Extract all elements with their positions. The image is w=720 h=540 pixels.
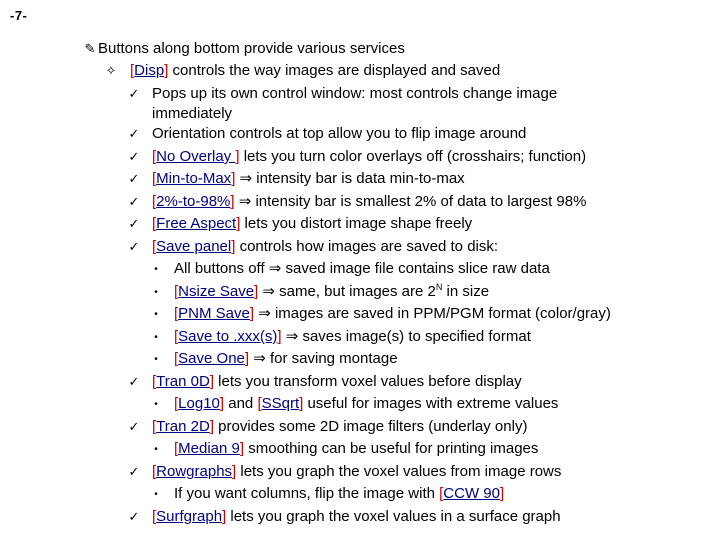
button-name: Surfgraph [156, 508, 223, 525]
button-reference: [Disp] [130, 62, 169, 79]
text-run: and [224, 395, 258, 412]
button-name: Median 9 [178, 440, 240, 457]
check-bullet-icon: ✓ [128, 239, 140, 254]
button-reference: [Tran 0D] [152, 373, 214, 390]
outline-text [152, 462, 561, 482]
button-name: PNM Save [178, 305, 250, 322]
outline-text [174, 259, 550, 279]
outline-text [174, 349, 398, 369]
button-name: CCW 90 [443, 485, 500, 502]
bullet-dot-icon: • [154, 332, 158, 343]
text-run: lets you graph the voxel values from image rows [236, 463, 562, 480]
outline-text [174, 282, 489, 302]
text-run: ⇒ intensity bar is smallest 2% of data to largest 98% [234, 193, 587, 210]
button-name: Save to .xxx(s) [178, 328, 278, 345]
button-reference: [CCW 90] [439, 485, 505, 502]
text-run: ⇒ for saving montage [249, 350, 398, 367]
outline-text [152, 104, 232, 124]
text-run: immediately [152, 105, 233, 122]
button-name: Disp [134, 62, 165, 79]
outline-text [152, 507, 561, 527]
text-run: All buttons off ⇒ saved image file contains slice raw data [174, 260, 550, 277]
outline-text [152, 124, 526, 144]
button-name: SSqrt [261, 395, 300, 412]
outline-text [152, 372, 522, 392]
check-bullet-icon: ✓ [128, 126, 140, 141]
check-bullet-icon: ✓ [128, 419, 140, 434]
bullet-dot-icon: • [154, 444, 158, 455]
button-reference: [Rowgraphs] [152, 463, 237, 480]
button-reference: [Tran 2D] [152, 418, 214, 435]
button-reference: [2%-to-98%] [152, 193, 235, 210]
button-reference: [Nsize Save] [174, 283, 259, 300]
text-run: Pops up its own control window: most controls change image [152, 85, 558, 102]
button-reference: [Save panel] [152, 238, 236, 255]
button-reference: [Log10] [174, 395, 225, 412]
check-bullet-icon: ✓ [128, 216, 140, 231]
button-name: Save One [178, 350, 245, 367]
text-run: smoothing can be useful for printing images [244, 440, 539, 457]
check-bullet-icon: ✓ [128, 194, 140, 209]
check-bullet-icon: ✓ [128, 509, 140, 524]
button-name: Nsize Save [178, 283, 255, 300]
outline-text [152, 192, 586, 212]
outline-text [98, 39, 405, 59]
text-run: lets you distort image shape freely [240, 215, 473, 232]
button-name: Free Aspect [156, 215, 237, 232]
text-run: ⇒ intensity bar is data min-to-max [235, 170, 465, 187]
button-name: Rowgraphs [156, 463, 233, 480]
outline-text [152, 84, 557, 104]
text-run: controls how images are saved to disk: [235, 238, 499, 255]
text-run: lets you transform voxel values before display [213, 373, 522, 390]
check-bullet-icon: ✓ [128, 149, 140, 164]
outline-text [152, 214, 472, 234]
check-bullet-icon: ✓ [128, 171, 140, 186]
text-run: Orientation controls at top allow you to flip image around [152, 125, 527, 142]
button-name: Tran 2D [156, 418, 210, 435]
check-bullet-icon: ✓ [128, 464, 140, 479]
button-reference: [Free Aspect] [152, 215, 241, 232]
bullet-dot-icon: • [154, 354, 158, 365]
button-name: 2%-to-98% [156, 193, 231, 210]
outline-text [152, 417, 527, 437]
text-run: ⇒ same, but images are 2 [258, 283, 436, 300]
text-run: Buttons along bottom provide various services [98, 40, 405, 57]
bullet-dot-icon: • [154, 287, 158, 298]
text-run: ⇒ saves image(s) to specified format [281, 328, 531, 345]
bullet-dot-icon: • [154, 309, 158, 320]
text-run: useful for images with extreme values [303, 395, 559, 412]
text-run: lets you graph the voxel values in a surface graph [226, 508, 561, 525]
superscript: N [435, 282, 443, 292]
button-reference: [PNM Save] [174, 305, 255, 322]
button-reference: [Save One] [174, 350, 250, 367]
button-name: Tran 0D [156, 373, 210, 390]
outline-text [152, 169, 465, 189]
button-name: Save panel [156, 238, 232, 255]
text-run: ⇒ images are saved in PPM/PGM format (color/gray) [254, 305, 611, 322]
button-reference: [SSqrt] [257, 395, 304, 412]
outline-text [130, 61, 500, 81]
check-bullet-icon: ✓ [128, 374, 140, 389]
outline-text [174, 327, 531, 347]
bullet-dot-icon: • [154, 264, 158, 275]
pencil-bullet-icon: ✎ [84, 41, 96, 56]
text-run: controls the way images are displayed and saved [168, 62, 501, 79]
button-reference: [Surfgraph] [152, 508, 227, 525]
outline-text [174, 304, 611, 324]
outline-text [152, 147, 586, 167]
check-bullet-icon: ✓ [128, 86, 140, 101]
button-reference: [Median 9] [174, 440, 245, 457]
button-name: Log10 [178, 395, 220, 412]
text-run: lets you turn color overlays off (crosshairs; function) [239, 148, 587, 165]
outline-text [152, 237, 498, 257]
bullet-dot-icon: • [154, 489, 158, 500]
outline-text [174, 439, 538, 459]
outline-text [174, 484, 504, 504]
button-name: No Overlay [156, 148, 236, 165]
page-number: -7- [10, 8, 28, 23]
text-run: in size [442, 283, 490, 300]
button-reference: [Min-to-Max] [152, 170, 236, 187]
button-name: Min-to-Max [156, 170, 232, 187]
button-reference: [No Overlay ] [152, 148, 240, 165]
text-run: If you want columns, flip the image with [174, 485, 440, 502]
text-run: provides some 2D image filters (underlay only) [213, 418, 528, 435]
button-reference: [Save to .xxx(s)] [174, 328, 282, 345]
outline-text [174, 394, 558, 414]
bullet-dot-icon: • [154, 399, 158, 410]
diamond-bullet-icon: ✧ [105, 63, 117, 78]
